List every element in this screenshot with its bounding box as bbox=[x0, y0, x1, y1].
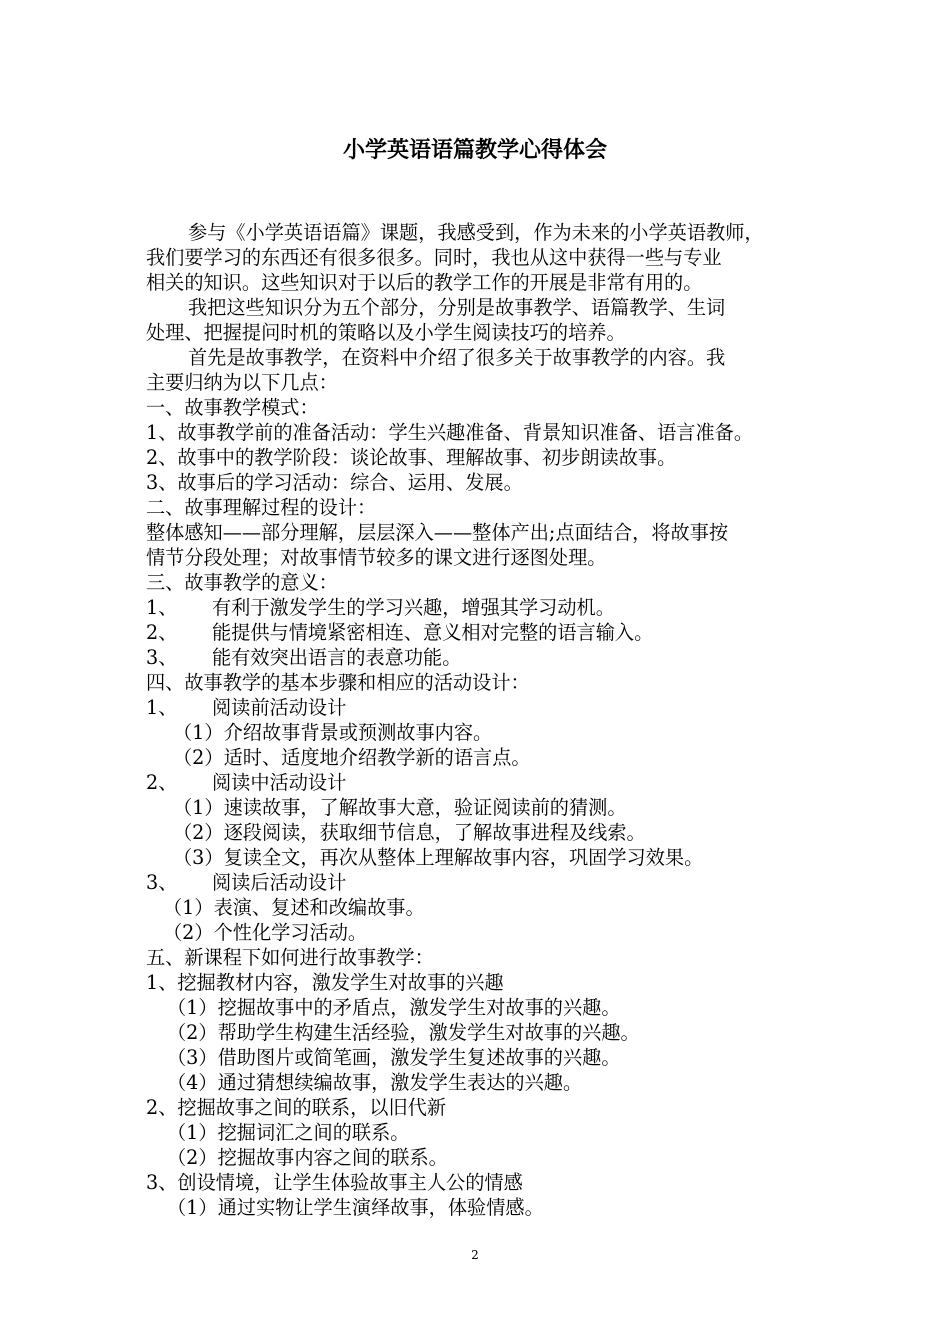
list-number: 3、 bbox=[146, 646, 178, 669]
sub-item: （2）个性化学习活动。 bbox=[163, 921, 368, 944]
list-item bbox=[146, 645, 810, 670]
paragraph-line: 处理、把握提问时机的策略以及小学生阅读技巧的培养。 bbox=[146, 321, 626, 344]
section-heading: 二、故事理解过程的设计： bbox=[146, 496, 377, 519]
list-number: 1、 bbox=[146, 696, 178, 719]
list-item-text: 阅读前活动设计 bbox=[212, 696, 347, 719]
sub-item: （1）挖掘故事中的矛盾点，激发学生对故事的兴趣。 bbox=[167, 996, 621, 1019]
list-item: 3、创设情境，让学生体验故事主人公的情感 bbox=[146, 1171, 523, 1194]
sub-item: （1）通过实物让学生演绎故事，体验情感。 bbox=[167, 1196, 544, 1219]
list-item-text: 有利于激发学生的学习兴趣，增强其学习动机。 bbox=[212, 596, 615, 619]
paragraph-line: 情节分段处理；对故事情节较多的课文进行逐图处理。 bbox=[146, 546, 607, 569]
sub-item: （1）表演、复述和改编故事。 bbox=[163, 896, 425, 919]
list-item bbox=[146, 595, 810, 620]
section-heading: 五、新课程下如何进行故事教学： bbox=[146, 946, 434, 969]
section-heading: 三、故事教学的意义： bbox=[146, 571, 338, 594]
list-item bbox=[146, 770, 810, 795]
list-item-text: 阅读后活动设计 bbox=[212, 871, 347, 894]
sub-item: （2）逐段阅读，获取细节信息，了解故事进程及线索。 bbox=[173, 821, 646, 844]
list-item: 1、故事教学前的准备活动：学生兴趣准备、背景知识准备、语言准备。 bbox=[146, 421, 754, 444]
list-number: 3、 bbox=[146, 871, 178, 894]
sub-item: （2）帮助学生构建生活经验，激发学生对故事的兴趣。 bbox=[167, 1021, 640, 1044]
section-heading: 一、故事教学模式： bbox=[146, 396, 319, 419]
page-number: 2 bbox=[471, 1248, 479, 1262]
list-item bbox=[146, 620, 810, 645]
paragraph-line: 我把这些知识分为五个部分，分别是故事教学、语篇教学、生词 bbox=[188, 296, 726, 319]
list-item: 2、故事中的教学阶段：谈论故事、理解故事、初步朗读故事。 bbox=[146, 446, 677, 469]
section-heading: 四、故事教学的基本步骤和相应的活动设计： bbox=[146, 671, 530, 694]
paragraph-line: 主要归纳为以下几点： bbox=[146, 371, 338, 394]
paragraph-line: 整体感知——部分理解，层层深入——整体产出;点面结合，将故事按 bbox=[146, 521, 729, 544]
list-item: 2、挖掘故事之间的联系，以旧代新 bbox=[146, 1096, 447, 1119]
sub-item: （3）复读全文，再次从整体上理解故事内容，巩固学习效果。 bbox=[173, 846, 704, 869]
page-title: 小学英语语篇教学心得体会 bbox=[342, 138, 607, 163]
paragraph-line: 首先是故事教学，在资料中介绍了很多关于故事教学的内容。我 bbox=[188, 346, 726, 369]
paragraph-line: 我们要学习的东西还有很多很多。同时，我也从这中获得一些与专业 bbox=[146, 246, 722, 269]
list-item: 3、故事后的学习活动：综合、运用、发展。 bbox=[146, 471, 523, 494]
paragraph-line: 参与《小学英语语篇》课题，我感受到，作为未来的小学英语教师， bbox=[188, 221, 764, 244]
list-number: 2、 bbox=[146, 621, 178, 644]
list-item bbox=[146, 695, 810, 720]
list-item-text: 阅读中活动设计 bbox=[212, 771, 347, 794]
list-item bbox=[146, 870, 810, 895]
list-item: 1、挖掘教材内容，激发学生对故事的兴趣 bbox=[146, 971, 504, 994]
list-item-text: 能有效突出语言的表意功能。 bbox=[212, 646, 462, 669]
sub-item: （1）挖掘词汇之间的联系。 bbox=[167, 1121, 410, 1144]
sub-item: （3）借助图片或简笔画，激发学生复述故事的兴趣。 bbox=[167, 1046, 621, 1069]
sub-item: （2）适时、适度地介绍教学新的语言点。 bbox=[173, 746, 531, 769]
sub-item: （1）速读故事，了解故事大意，验证阅读前的猜测。 bbox=[173, 796, 627, 819]
list-number: 2、 bbox=[146, 771, 178, 794]
paragraph-line: 相关的知识。这些知识对于以后的教学工作的开展是非常有用的。 bbox=[146, 271, 703, 294]
sub-item: （4）通过猜想续编故事，激发学生表达的兴趣。 bbox=[167, 1071, 583, 1094]
sub-item: （1）介绍故事背景或预测故事内容。 bbox=[173, 721, 493, 744]
list-number: 1、 bbox=[146, 596, 178, 619]
sub-item: （2）挖掘故事内容之间的联系。 bbox=[167, 1146, 448, 1169]
list-item-text: 能提供与情境紧密相连、意义相对完整的语言输入。 bbox=[212, 621, 654, 644]
document-body bbox=[146, 220, 810, 1220]
